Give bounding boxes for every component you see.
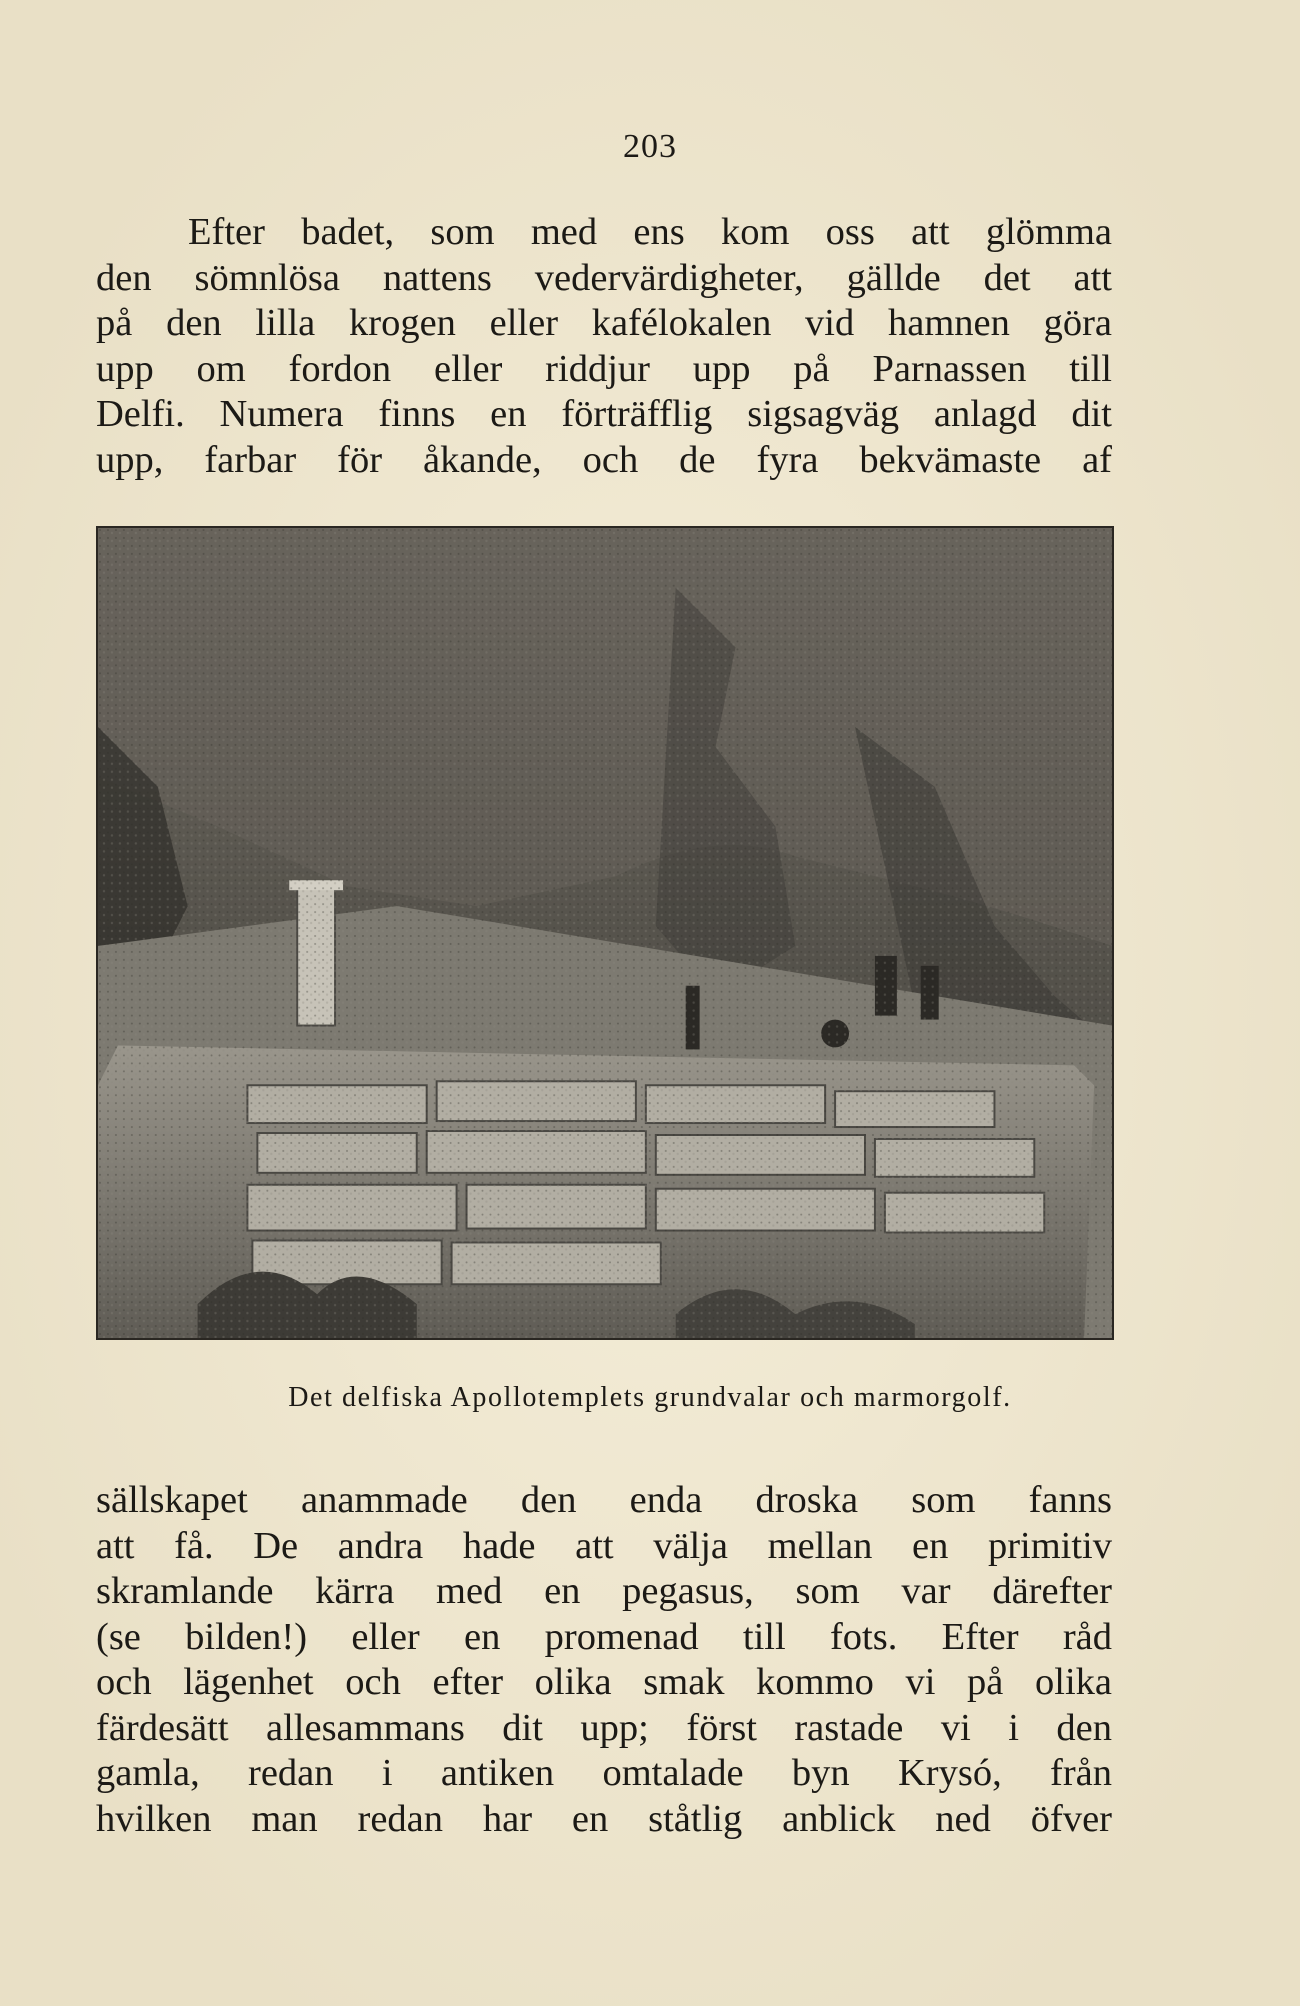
text-line: att få. De andra hade att välja mellan en primitiv: [96, 1524, 1112, 1567]
paragraph-1: [96, 210, 1112, 483]
temple-ruins-photograph: [96, 526, 1114, 1340]
text-line: Efter badet, som med ens kom oss att glömma: [188, 211, 1112, 253]
text-line: sällskapet anammade den enda droska som fanns: [96, 1479, 1112, 1521]
text-line: upp om fordon eller riddjur upp på Parnassen till: [96, 347, 1112, 390]
text-line: skramlande kärra med en pegasus, som var därefter: [96, 1570, 1112, 1612]
text-line: färdesätt allesammans dit upp; först rastade vi i den: [96, 1706, 1112, 1749]
text-line: upp, farbar för åkande, och de fyra bekvämaste af: [96, 438, 1112, 481]
text-line: gamla, redan i antiken omtalade byn Krysó, från: [96, 1752, 1112, 1794]
text-line: hvilken man redan har en ståtlig anblick ned öfver: [96, 1797, 1112, 1840]
text-line: och lägenhet och efter olika smak kommo vi på olika: [96, 1661, 1112, 1703]
text-line: på den lilla krogen eller kafélokalen vid hamnen göra: [96, 302, 1112, 344]
text-line: (se bilden!) eller en promenad till fots. Efter råd: [96, 1615, 1112, 1658]
figure-caption: Det delfiska Apollotemplets grundvalar och marmorgolf.: [288, 1382, 1012, 1413]
photograph-illustration: [98, 528, 1112, 1338]
paragraph-2: [96, 1478, 1112, 1842]
text-line: Delfi. Numera finns en förträfflig sigsagväg anlagd dit: [96, 393, 1112, 435]
page-number: 203: [623, 128, 677, 165]
text-line: den sömnlösa nattens vedervärdigheter, gällde det att: [96, 256, 1112, 299]
